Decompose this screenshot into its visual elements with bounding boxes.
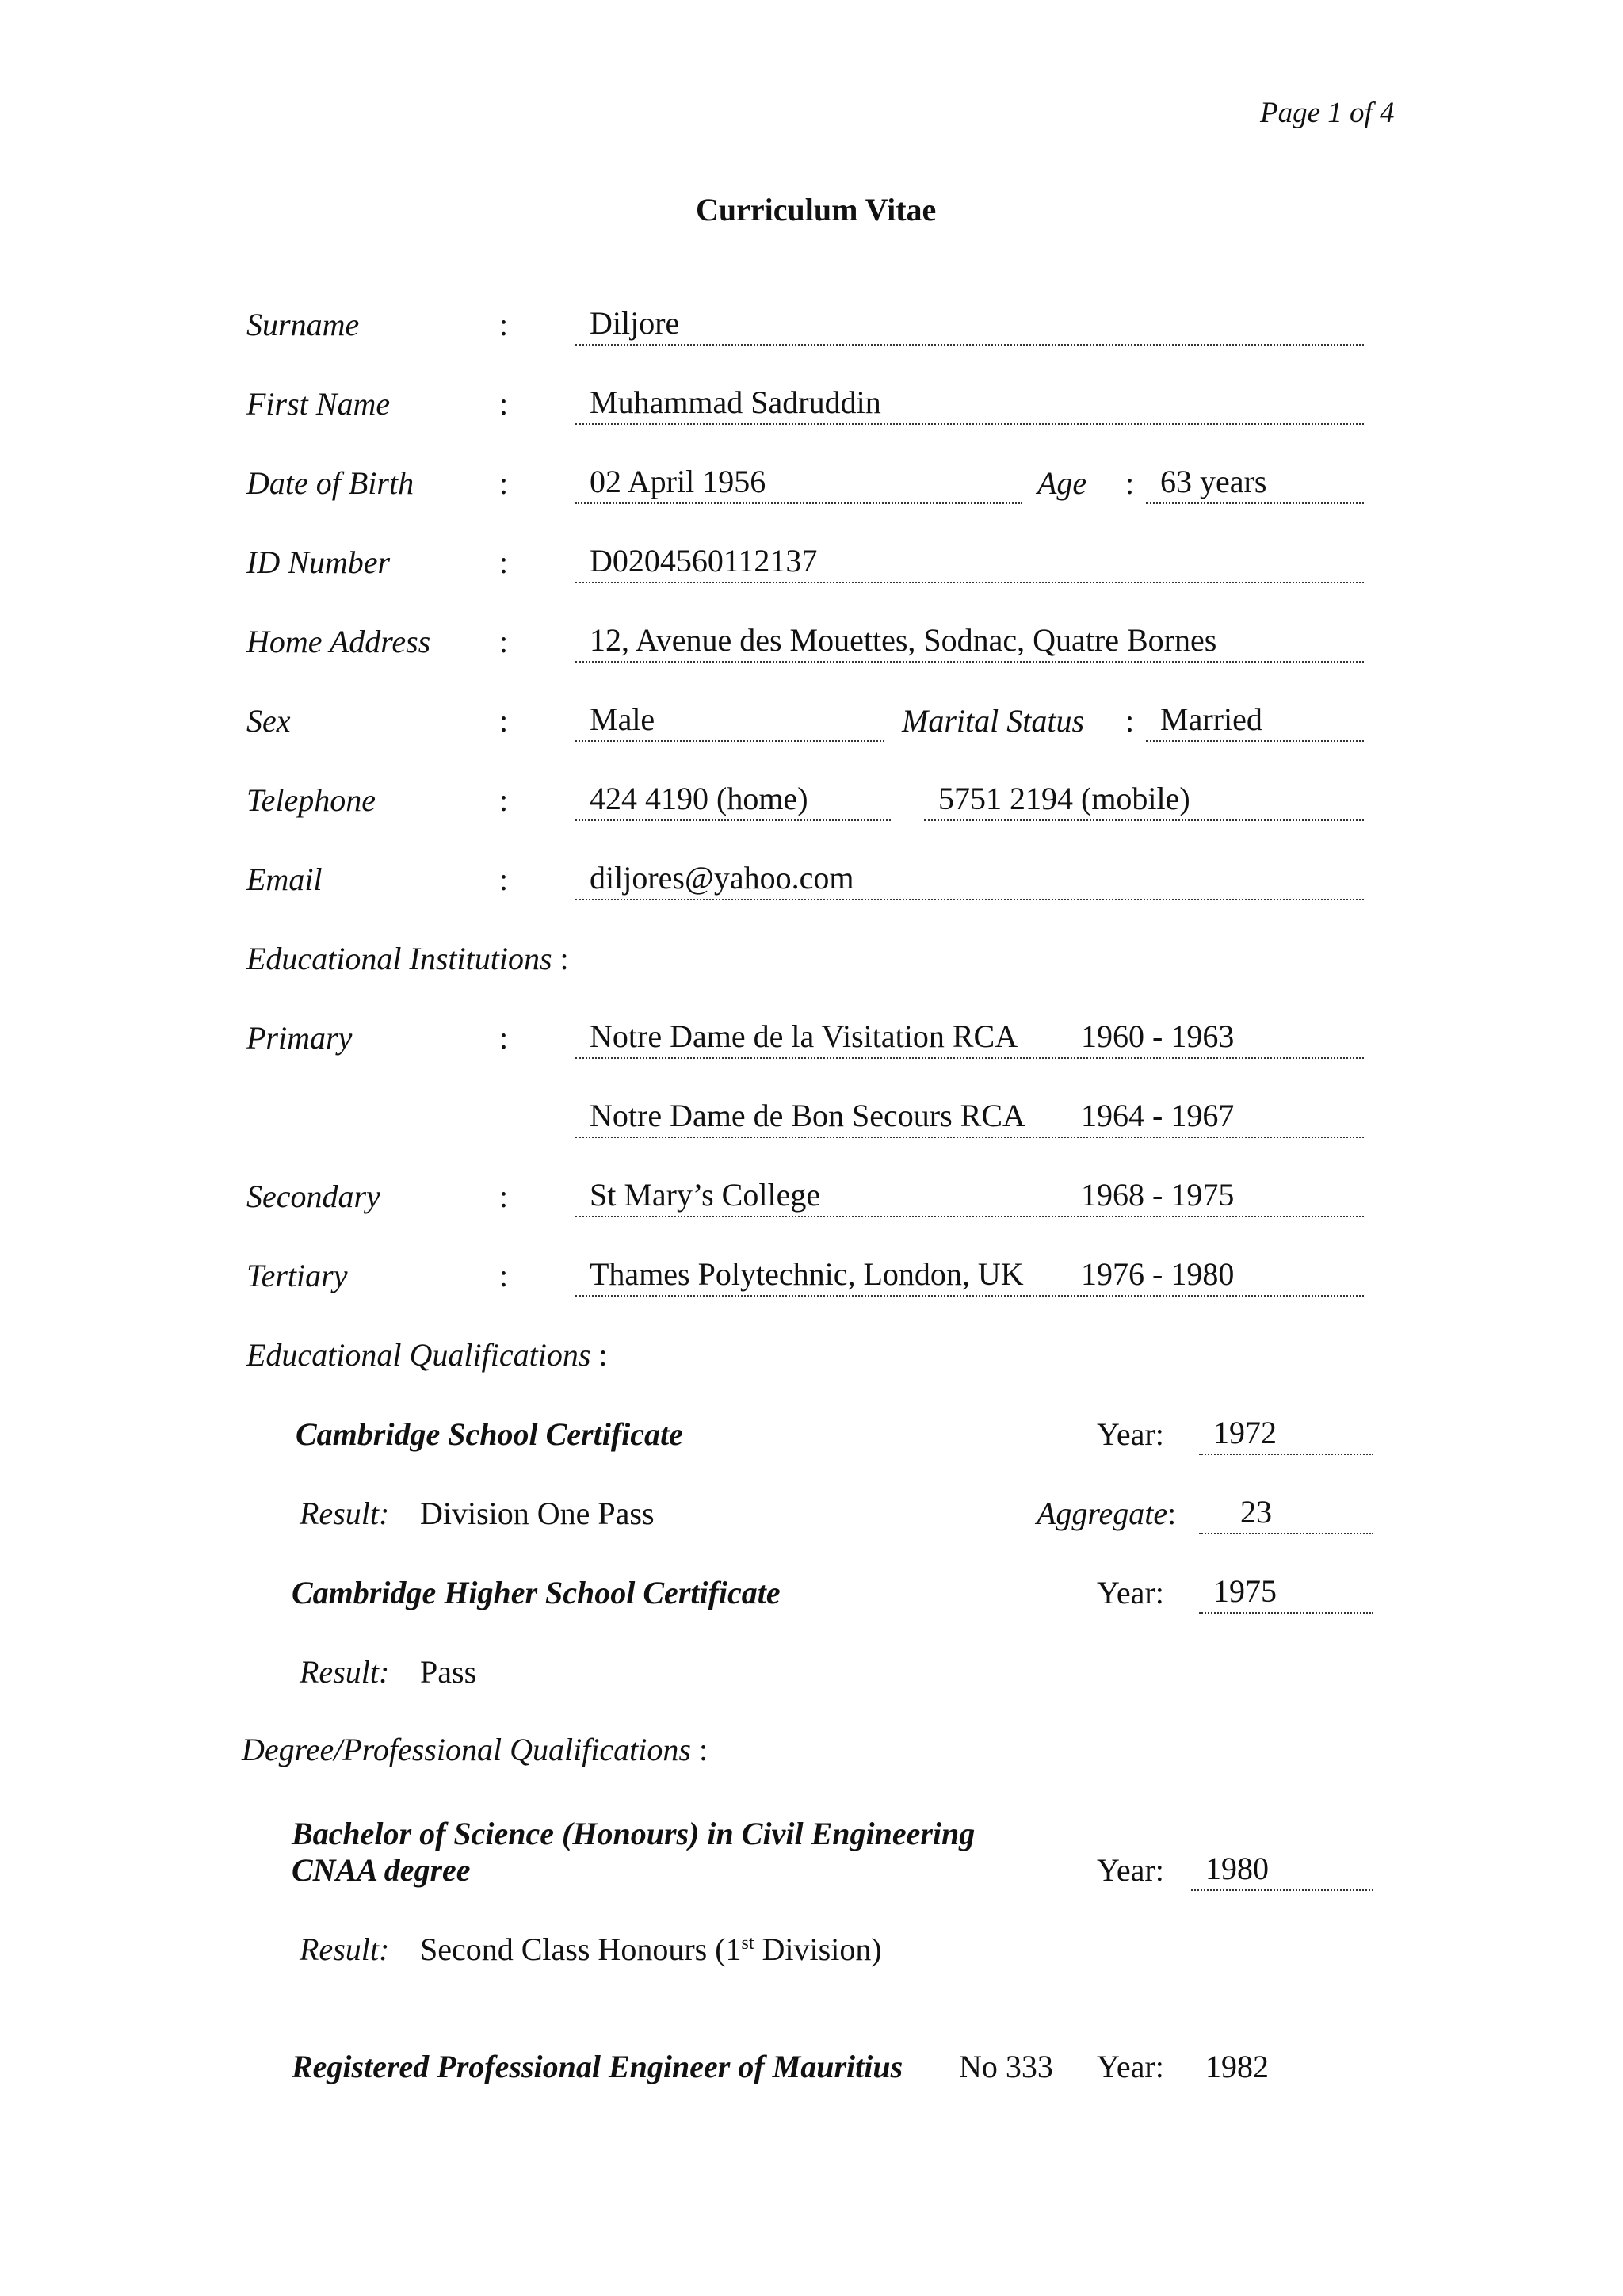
colon: : <box>499 703 509 739</box>
school-name: St Mary’s College <box>590 1177 821 1213</box>
marital-label: Marital Status <box>902 703 1085 739</box>
address-field <box>575 622 1364 663</box>
aggregate-label: Aggregate: <box>1037 1496 1177 1531</box>
sex-label: Sex <box>246 703 291 739</box>
age-field <box>1146 466 1364 504</box>
primary-school-row <box>575 1100 1364 1138</box>
colon: : <box>499 1258 509 1293</box>
surname-field <box>575 305 1364 346</box>
degree-year-field <box>1191 1853 1373 1891</box>
tel-mobile-value: 5751 2194 (mobile) <box>938 781 1190 816</box>
first-name-field <box>575 384 1364 425</box>
result-label: Result: <box>300 1931 390 1967</box>
colon: : <box>1125 703 1135 739</box>
csc-year: 1972 <box>1213 1415 1277 1450</box>
registration-number: No 333 <box>959 2049 1053 2084</box>
id-label: ID Number <box>246 544 391 580</box>
age-value: 63 years <box>1160 464 1267 499</box>
surname-value: Diljore <box>590 305 680 341</box>
csc-aggregate: 23 <box>1240 1494 1272 1530</box>
tel-home-value: 424 4190 (home) <box>590 781 808 816</box>
hsc-result: Pass <box>420 1654 477 1690</box>
qualifications-heading: Educational Qualifications : <box>246 1337 608 1373</box>
tertiary-school-row <box>575 1256 1364 1297</box>
tel-home-field <box>575 783 891 821</box>
school-name: Thames Polytechnic, London, UK <box>590 1256 1024 1292</box>
colon: : <box>499 782 509 818</box>
address-label: Home Address <box>246 624 431 659</box>
email-label: Email <box>246 861 323 897</box>
degree-name-line2: CNAA degree <box>292 1852 471 1888</box>
csc-year-field <box>1199 1417 1373 1455</box>
degree-year: 1980 <box>1205 1851 1269 1886</box>
education-heading: Educational Institutions : <box>246 941 569 976</box>
colon: : <box>499 1179 509 1214</box>
school-years: 1968 - 1975 <box>1081 1177 1235 1213</box>
sex-value: Male <box>590 701 655 737</box>
dob-field <box>575 466 1022 504</box>
age-label: Age <box>1037 465 1087 501</box>
hsc-year-field <box>1199 1573 1373 1614</box>
marital-field <box>1146 701 1364 742</box>
school-years: 1960 - 1963 <box>1081 1018 1235 1054</box>
dob-label: Date of Birth <box>246 465 414 501</box>
telephone-label: Telephone <box>246 782 376 818</box>
aggregate-field <box>1199 1496 1373 1534</box>
colon: : <box>499 307 509 342</box>
school-name: Notre Dame de la Visitation RCA <box>590 1018 1018 1054</box>
degree-heading: Degree/Professional Qualifications : <box>242 1732 708 1767</box>
secondary-label: Secondary <box>246 1179 380 1214</box>
colon: : <box>499 544 509 580</box>
tertiary-label: Tertiary <box>246 1258 348 1293</box>
primary-school-row <box>575 1018 1364 1059</box>
id-field <box>575 545 1364 583</box>
year-label: Year: <box>1097 1575 1164 1610</box>
csc-result: Division One Pass <box>420 1496 655 1531</box>
colon: : <box>499 1020 509 1056</box>
school-name: Notre Dame de Bon Secours RCA <box>590 1098 1025 1133</box>
email-value: diljores@yahoo.com <box>590 860 854 896</box>
page-title: Curriculum Vitae <box>696 192 937 227</box>
result-label: Result: <box>300 1654 390 1690</box>
registration-year: 1982 <box>1205 2049 1269 2084</box>
first-name-value: Muhammad Sadruddin <box>590 384 881 420</box>
colon: : <box>499 465 509 501</box>
id-value: D0204560112137 <box>590 543 818 579</box>
colon: : <box>499 861 509 897</box>
school-years: 1964 - 1967 <box>1081 1098 1235 1133</box>
address-value: 12, Avenue des Mouettes, Sodnac, Quatre Bornes <box>590 622 1217 658</box>
primary-label: Primary <box>246 1020 353 1056</box>
year-label: Year: <box>1097 1852 1164 1888</box>
hsc-name: Cambridge Higher School Certificate <box>292 1575 781 1610</box>
colon: : <box>499 624 509 659</box>
degree-result: Second Class Honours (1st Division) <box>420 1931 882 1967</box>
registration-name: Registered Professional Engineer of Mauritius <box>292 2049 903 2084</box>
sex-field <box>575 701 884 742</box>
colon: : <box>1125 465 1135 501</box>
csc-name: Cambridge School Certificate <box>296 1416 683 1452</box>
degree-name-line1: Bachelor of Science (Honours) in Civil Engineering <box>292 1816 976 1851</box>
dob-value: 02 April 1956 <box>590 464 766 499</box>
school-years: 1976 - 1980 <box>1081 1256 1235 1292</box>
hsc-year: 1975 <box>1213 1573 1277 1609</box>
first-name-label: First Name <box>246 386 391 422</box>
marital-value: Married <box>1160 701 1262 737</box>
page-number: Page 1 of 4 <box>1260 97 1395 129</box>
result-label: Result: <box>300 1496 390 1531</box>
year-label: Year: <box>1097 1416 1164 1452</box>
surname-label: Surname <box>246 307 360 342</box>
secondary-school-row <box>575 1179 1364 1217</box>
tel-mobile-field <box>924 783 1364 821</box>
email-field <box>575 862 1364 900</box>
colon: : <box>499 386 509 422</box>
year-label: Year: <box>1097 2049 1164 2084</box>
